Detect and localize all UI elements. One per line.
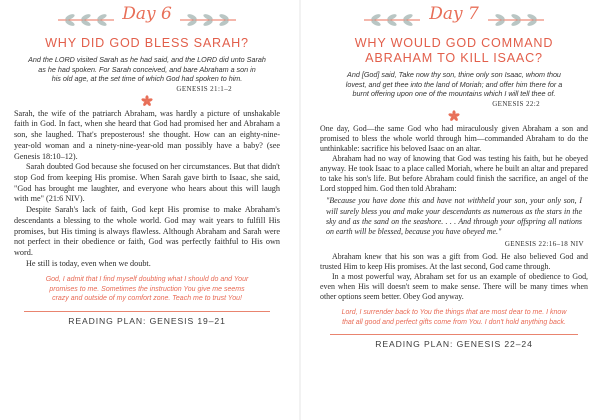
divider bbox=[330, 334, 578, 335]
reading-plan: READING PLAN: GENESIS 19–21 bbox=[68, 315, 226, 326]
day-label: Day 7 bbox=[429, 4, 479, 24]
scripture-quote: "Because you have done this and have not withheld your son, your only son, I will surely bless you and make your descendants as numerous as the stars in the sky and as the sand on the seashore. . . . And through your offspring all nations on earth will be blessed, because you have obeyed me." bbox=[326, 196, 582, 236]
sprig-right-icon bbox=[178, 13, 238, 27]
body-paragraph: Despite Sarah's lack of faith, God kept His promise to make Abraham's descendants a blessing to the whole world. God may wait years to fulfill His promises, but His timing is always flawless. Although Abraham and Sarah were not perfect in their obedience or faith, God was perfectly faithful to His own word. bbox=[14, 205, 280, 257]
sprig-right-icon bbox=[486, 13, 546, 27]
page-gutter bbox=[299, 0, 301, 420]
scripture-verse: And [God] said, Take now thy son, thine only son Isaac, whom thou lovest, and get thee into the land of Moriah; and offer him there for a burnt offering upon one of the mountains which I will tell thee of. bbox=[345, 70, 563, 99]
devotion-body bbox=[14, 109, 280, 270]
prayer-text: Lord, I surrender back to You the things that are most dear to me. I know that all good and perfect gifts come from You. I don't hold anything back. bbox=[341, 309, 567, 326]
devotion-body bbox=[320, 124, 588, 303]
devotion-title: WHY WOULD GOD COMMAND ABRAHAM TO KILL ISAAC? bbox=[354, 36, 554, 65]
scripture-verse: And the LORD visited Sarah as he had said, and the LORD did unto Sarah as he had spoken. For Sarah conceived, and bare Abraham a son in his old age, at the set time of which God had spoken to him. bbox=[28, 55, 266, 84]
body-paragraph: One day, God—the same God who had miraculously given Abraham a son and promised to bless the whole world through him—commanded Abraham to do the unthinkable: sacrifice his beloved Isaac on an altar. bbox=[320, 123, 588, 153]
body-paragraph: Sarah, the wife of the patriarch Abraham, was hardly a picture of unshakable faith in God. In fact, when she heard that God had promised her and Abraham a son, she laughed. That's preposterous! she thought. How can an eighty-nine-year-old woman and a ninety-nine-year-old man possibly have a baby? (see Genesis 18:10–12). bbox=[14, 108, 280, 161]
scripture-reference: GENESIS 22:2 bbox=[492, 99, 540, 108]
day-header bbox=[14, 0, 280, 36]
reading-plan: READING PLAN: GENESIS 22–24 bbox=[375, 339, 533, 350]
body-paragraph: Abraham had no way of knowing that God was testing his faith, but he obeyed anyway. He took Isaac to a place called Moriah, where he built an altar and prepared to take his son's life. But before Abraham could finish the sacrifice, an angel of the Lord stopped him. God then told Abraham: bbox=[320, 154, 588, 194]
devotion-title: WHY DID GOD BLESS SARAH? bbox=[45, 36, 249, 50]
prayer-text: God, I admit that I find myself doubting what I should do and Your promises to me. Sometimes the instruction You give me seems crazy and outside of my comfort zone. Teach me to trust You! bbox=[45, 276, 249, 303]
right-page bbox=[310, 0, 596, 420]
body-paragraph: Sarah doubted God because she focused on her circumstances. But that didn't stop God from keeping His promise. When Sarah gave birth to Isaac, she said, "God has brought me laughter, and everyone who hears about this will laugh with me" (21:6 NIV). bbox=[14, 162, 280, 204]
scripture-reference: GENESIS 21:1–2 bbox=[176, 84, 232, 93]
day-header bbox=[320, 0, 588, 36]
body-paragraph: Abraham knew that his son was a gift from God. He also believed God and trusted Him to keep His promises. At the last second, God came through. bbox=[320, 251, 588, 271]
left-page bbox=[4, 0, 288, 420]
body-paragraph: In a most powerful way, Abraham set for us an example of obedience to God, even when His will doesn't seem to make sense. There will be many times when other options seem better. Obey God anyway. bbox=[320, 272, 588, 302]
flower-icon bbox=[448, 110, 460, 122]
flower-icon bbox=[141, 95, 153, 107]
quote-reference: GENESIS 22:16–18 NIV bbox=[504, 239, 584, 248]
day-label: Day 6 bbox=[122, 4, 172, 24]
divider bbox=[24, 311, 270, 312]
body-paragraph: He still is today, even when we doubt. bbox=[26, 258, 151, 268]
